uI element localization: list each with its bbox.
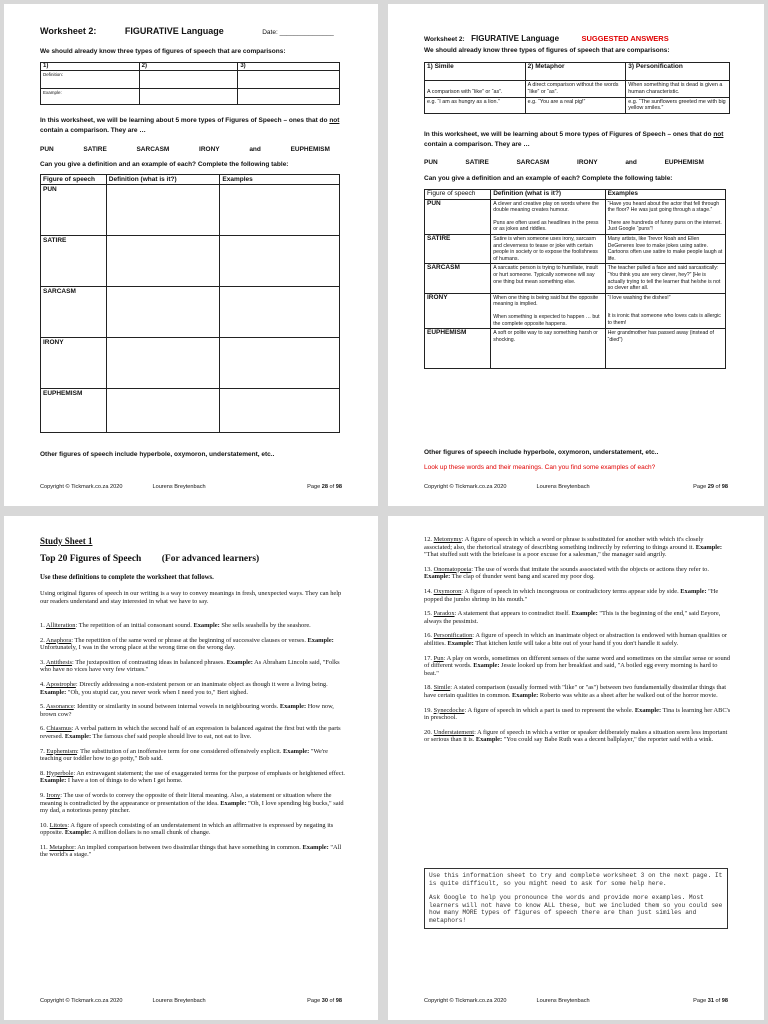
example-label: Example:	[475, 736, 503, 744]
col-header-examples: Examples	[220, 175, 340, 185]
worksheet-header	[424, 28, 744, 46]
item-term: Metaphor	[49, 843, 75, 851]
example-cell	[139, 89, 238, 105]
col-header-definition: Definition (what is it?)	[491, 190, 605, 200]
footer-copyright: Copyright © Tickmark.co.za 2020	[40, 998, 123, 1004]
list-item	[40, 844, 346, 859]
item-definition: : A figure of speech in which a part is used to represent the whole.	[464, 706, 635, 714]
other-figures-note: Other figures of speech include hyperbole, oxymoron, understatement, etc..	[424, 449, 659, 456]
item-number: 19.	[424, 706, 434, 714]
item-term: Paradox	[433, 610, 455, 618]
example-label: Example:	[634, 706, 662, 714]
item-example: I have a ton of things to do when I get home.	[66, 777, 183, 785]
figure-pun: PUN	[40, 146, 54, 153]
footer-page	[307, 998, 342, 1004]
example-label: Example:	[424, 573, 451, 581]
row-label-pun: PUN	[425, 199, 491, 234]
figure-euphemism: EUPHEMISM	[290, 146, 330, 153]
page-number: 30	[321, 998, 328, 1004]
list-item	[424, 707, 732, 722]
footer-author: Lourens Breytenbach	[536, 484, 590, 490]
figures-list	[40, 622, 346, 866]
simile-example: e.g. “I am as hungry as a lion.”	[425, 97, 526, 114]
paragraph-emphasis: not	[329, 117, 340, 124]
item-number: 11.	[40, 843, 50, 851]
example-label: Example:	[473, 662, 500, 670]
page-total: 98	[721, 484, 728, 490]
item-term: Litotes	[49, 821, 68, 829]
example-text: There are hundreds of funny puns on the internet. Just Google “puns”!	[607, 219, 722, 233]
example-text: “I love washing the dishes!”	[607, 294, 671, 301]
footer-author: Lourens Breytenbach	[152, 998, 206, 1004]
item-definition: : A statement that appears to contradict itself.	[454, 610, 572, 618]
answer-row-sarcasm	[425, 264, 726, 293]
item-term: Alliteration	[46, 622, 76, 629]
item-number: 3.	[40, 658, 47, 666]
figure-sarcasm: SARCASM	[136, 146, 170, 153]
row-label-euphemism: EUPHEMISM	[425, 329, 491, 369]
simile-definition: A comparison with “like” or “as”.	[425, 81, 526, 98]
item-number: 8.	[40, 769, 47, 777]
date-field: Date: _______________	[262, 29, 334, 36]
item-definition: : A figure of speech in which incongruous or contradictory terms appear side by side.	[461, 587, 681, 595]
example-label: Example:	[220, 799, 247, 807]
figures-list	[424, 536, 732, 751]
item-definition: : An extravagant statement; the use of exaggerated terms for the purpose of emphasis or heightened effect.	[73, 769, 345, 777]
figure-irony: IRONY	[199, 146, 220, 153]
page-footer	[424, 484, 728, 490]
comparison-header-personification: 3) Personification	[626, 63, 730, 81]
item-example: Tina is learning her ABC's in preschool.	[424, 706, 731, 722]
definition-cell	[238, 71, 340, 89]
figure-and: and	[249, 146, 261, 153]
list-item	[424, 684, 732, 699]
page-30	[4, 516, 378, 1020]
info-box-paragraph: Ask Google to help you pronounce the words and provide more examples. Most learners will not have to know ALL these, but we included them so you could see how many MORE types of figures of speech there are than just similes and metaphors!	[429, 894, 723, 924]
item-term: Apostrophe	[46, 680, 76, 688]
example-label: Example:	[64, 732, 92, 740]
intro-text: We should already know three types of figures of speech that are comparisons:	[40, 48, 286, 55]
item-term: Irony	[46, 791, 61, 799]
irony-definition	[491, 293, 605, 328]
satire-examples: Many artists, like Trevor Noah and Ellen DeGeneres love to make jokes using satire. Cartoons often use satire to make people laugh at life.	[605, 234, 725, 263]
row-label-satire: SATIRE	[41, 236, 107, 287]
satire-definition: Satire is when someone uses irony, sarcasm and cleverness to tease or joke with certain people in society or to expose the foolishness of humans.	[491, 234, 605, 263]
page-of: of	[327, 998, 336, 1004]
example-label: Example:	[302, 843, 329, 851]
item-term: Hyperbole	[46, 769, 74, 777]
footer-page	[307, 484, 342, 490]
info-box-paragraph: Use this information sheet to try and complete worksheet 3 on the next page. It is quite difficult, so you might need to ask for some help here.	[429, 872, 723, 887]
item-example: "All the world's a stage."	[40, 843, 342, 859]
item-definition: : The use of words that imitate the sounds associated with the objects or actions they refer to.	[471, 565, 709, 573]
irony-examples	[605, 293, 725, 328]
item-number: 12.	[424, 536, 434, 543]
worksheet-title: FIGURATIVE Language	[124, 26, 224, 36]
paragraph-emphasis: not	[713, 131, 724, 138]
item-example: "Oh, I love spending big bucks," said my dad, a notorious penny pincher.	[40, 799, 344, 815]
paragraph-text: In this worksheet, we will be learning about 5 more types of Figures of Speech – ones that do	[40, 117, 330, 124]
definition-text: When something is expected to happen … but the complete opposite happens.	[493, 313, 600, 327]
answer-cell	[106, 287, 220, 338]
footer-copyright: Copyright © Tickmark.co.za 2020	[424, 998, 507, 1004]
page-number: 29	[707, 484, 714, 490]
example-label: Example:	[193, 622, 220, 629]
table-question: Can you give a definition and an example of each? Complete the following table:	[40, 161, 289, 168]
item-term: Oxymoron	[433, 587, 462, 595]
suggested-answers-label: SUGGESTED ANSWERS	[581, 34, 669, 43]
page-28	[4, 4, 378, 506]
info-box	[424, 868, 728, 929]
item-number: 20.	[424, 728, 434, 736]
page-footer	[40, 484, 342, 490]
item-example: A million dollars is no small chunk of change.	[91, 829, 211, 837]
list-item	[40, 622, 346, 630]
intro-paragraph: Using original figures of speech in our writing is a way to convey meanings in fresh, unexpected ways. They can help our readers understand and stay interested in what we have to say.	[40, 590, 342, 605]
figure-sarcasm: SARCASM	[516, 159, 550, 166]
item-definition: : A play on words, sometimes on different senses of the same word and sometimes on the similar sense or sound of different words.	[424, 654, 731, 670]
item-example: "That stuffed suit with the briefcase is a poor excuse for a salesman," the manager said angrily.	[424, 551, 667, 559]
list-item	[424, 655, 732, 678]
item-example: "This is the beginning of the end," said Eeyore, always the pessimist.	[424, 610, 721, 625]
item-term: Metonymy	[433, 536, 462, 543]
item-example: Roberto was white as a sheet after he walked out of the horror movie.	[538, 691, 718, 699]
worksheet-number: Worksheet 2:	[424, 36, 465, 43]
row-label-irony: IRONY	[41, 338, 107, 389]
item-example: The clap of thunder went bang and scared my poor dog.	[450, 573, 595, 581]
row-label-sarcasm: SARCASM	[41, 287, 107, 338]
item-definition: : The use of words to convey the opposite of their literal meaning. Also, a statement or situation where the meaning is contradicted by the appearance or presentation of the idea.	[40, 791, 332, 807]
worksheet-paragraph	[40, 116, 340, 135]
answer-cell	[220, 338, 340, 389]
item-example: "We're teaching our toddler how to go potty," Bob said.	[40, 747, 328, 763]
figure-list	[424, 159, 704, 166]
study-sheet-heading: Study Sheet 1	[40, 536, 93, 546]
item-example: Jessie looked up from her breakfast and said, "A boiled egg every morning is hard to beat."	[424, 662, 718, 677]
worksheet-number: Worksheet 2:	[40, 26, 97, 36]
row-label-irony: IRONY	[425, 293, 491, 328]
pun-definition	[491, 199, 605, 234]
worksheet-paragraph	[424, 130, 730, 149]
list-item	[40, 659, 346, 674]
comparison-header-simile: 1) Simile	[425, 63, 526, 81]
item-definition: : A figure of speech in which an inanimate object or abstraction is endowed with human qualities or abilities.	[424, 632, 727, 647]
page-number: 28	[321, 484, 328, 490]
page-31	[388, 516, 764, 1020]
answer-cell	[220, 185, 340, 236]
item-number: 2.	[40, 636, 47, 644]
worksheet-title: FIGURATIVE Language	[471, 34, 560, 43]
item-example: "You could say Babe Ruth was a decent ballplayer," the reporter said with a wink.	[502, 736, 714, 744]
list-item	[424, 610, 732, 625]
sarcasm-examples: The teacher pulled a face and said sarcastically: “You think you are very clever, hey?” [He is actually trying to tell the learner that he/she is not so clever after all.	[605, 264, 725, 293]
euphemism-definition: A soft or polite way to say something harsh or shocking.	[491, 329, 605, 369]
page-number: 31	[707, 998, 714, 1004]
row-label-pun: PUN	[41, 185, 107, 236]
comparison-header-2: 2)	[139, 63, 238, 71]
answers-table	[424, 189, 726, 369]
item-number: 10.	[40, 821, 50, 829]
col-header-examples: Examples	[605, 190, 725, 200]
example-label: Example:	[307, 636, 334, 644]
item-number: 6.	[40, 725, 47, 733]
definition-label: Definition:	[41, 71, 140, 89]
footer-copyright: Copyright © Tickmark.co.za 2020	[40, 484, 123, 490]
definition-text: Puns are often used as headlines in the press or as jokes and riddles.	[493, 219, 599, 233]
footer-author: Lourens Breytenbach	[536, 998, 590, 1004]
comparison-header-1: 1)	[41, 63, 140, 71]
page-label: Page	[307, 484, 322, 490]
item-number: 7.	[40, 747, 47, 755]
item-number: 1.	[40, 622, 47, 629]
other-figures-note: Other figures of speech include hyperbole, oxymoron, understatement, etc..	[40, 451, 275, 458]
item-number: 13.	[424, 565, 434, 573]
item-term: Assonance	[46, 703, 74, 711]
list-item	[40, 770, 346, 785]
answer-cell	[220, 236, 340, 287]
item-term: Understatement	[433, 728, 475, 736]
page-label: Page	[693, 998, 708, 1004]
example-label: Example:	[40, 777, 67, 785]
study-sheet-title	[40, 554, 259, 564]
answer-row-pun	[425, 199, 726, 234]
item-term: Anaphora	[46, 636, 72, 644]
item-number: 17.	[424, 654, 434, 662]
list-item	[40, 725, 346, 740]
comparison-header-3: 3)	[238, 63, 340, 71]
example-label: Example:	[571, 610, 598, 618]
answer-cell	[220, 389, 340, 433]
metaphor-definition: A direct comparison without the words “like” or “as”.	[525, 81, 626, 98]
item-definition: : Identity or similarity in sound between internal vowels in neighbouring words.	[73, 703, 280, 711]
item-number: 9.	[40, 791, 47, 799]
item-number: 4.	[40, 680, 47, 688]
page-footer	[424, 998, 728, 1004]
pun-examples	[605, 199, 725, 234]
example-label: Example:	[695, 543, 722, 551]
item-definition: : A figure of speech in which a word or phrase is substituted for another with which it's closely associated; also, the rhetorical strategy of describing something indirectly by referring to things around it.	[424, 536, 704, 551]
item-term: Personification	[433, 632, 473, 640]
item-definition: : Directly addressing a non-existent person or an inanimate object as though it were a living being.	[75, 680, 328, 688]
answer-row-satire	[425, 234, 726, 263]
page-total: 98	[721, 998, 728, 1004]
page-total: 98	[335, 998, 342, 1004]
list-item	[40, 637, 346, 652]
item-term: Synecdoche	[433, 706, 465, 714]
list-item	[424, 729, 732, 744]
item-example: "He popped the jumbo shrimp in his mouth."	[424, 587, 719, 603]
item-number: 5.	[40, 703, 47, 711]
item-term: Chiasmus	[46, 725, 72, 733]
page-29	[388, 4, 764, 506]
euphemism-examples: Her grandmother has passed away (instead of “died”)	[605, 329, 725, 369]
answer-cell	[106, 236, 220, 287]
item-term: Antithesis	[46, 658, 72, 666]
page-footer	[40, 998, 342, 1004]
definition-cell	[139, 71, 238, 89]
item-example: Unfortunately, I was in the wrong place at the wrong time on the wrong day.	[40, 644, 236, 652]
col-header-figure: Figure of speech	[41, 175, 107, 185]
example-label: Example:	[41, 89, 140, 105]
figure-satire: SATIRE	[83, 146, 107, 153]
answer-cell	[106, 338, 220, 389]
intro-text: We should already know three types of figures of speech that are comparisons:	[424, 47, 670, 54]
example-label: Example:	[680, 587, 707, 595]
example-label: Example:	[226, 658, 253, 666]
example-cell	[238, 89, 340, 105]
figure-pun: PUN	[424, 159, 438, 166]
item-definition: : The substitution of an inoffensive term for one considered offensively explicit.	[76, 747, 283, 755]
page-of: of	[713, 998, 722, 1004]
answer-cell	[106, 185, 220, 236]
list-item	[424, 566, 732, 581]
item-definition: : A verbal pattern in which the second half of an expression is balanced against the first but with the parts reversed.	[40, 725, 341, 740]
sarcasm-definition: A sarcastic person is trying to humiliate, insult or hurt someone. Typically someone will say one thing but mean something else.	[491, 264, 605, 293]
item-example: How now, brown cow?	[40, 703, 334, 718]
lookup-instruction: Look up these words and their meanings. Can you find some examples of each?	[424, 464, 656, 471]
paragraph-text: contain a comparison. They are …	[424, 140, 530, 148]
item-definition: : A stated comparison (usually formed with "like" or "as") between two fundamentally dissimilar things that have certain qualities in common.	[424, 684, 727, 699]
page-of: of	[327, 484, 336, 490]
page-label: Page	[307, 998, 322, 1004]
instruction-text: Use these definitions to complete the worksheet that follows.	[40, 574, 214, 581]
example-text: “Have you heard about the actor that fell through the floor? He was just going through a stage.”	[607, 200, 720, 214]
list-item	[40, 681, 346, 696]
answer-cell	[106, 389, 220, 433]
personification-example: e.g. “The sunflowers greeted me with big yellow smiles.”	[626, 97, 730, 114]
item-definition: : An implied comparison between two dissimilar things that have something in common.	[74, 843, 303, 851]
footer-author: Lourens Breytenbach	[152, 484, 206, 490]
item-example: She sells seashells by the seashore.	[219, 622, 311, 629]
footer-page	[693, 998, 728, 1004]
item-example: "Oh, you stupid car, you never work when I need you to," Bert sighed.	[66, 688, 249, 696]
definition-text: When one thing is being said but the opposite meaning is implied.	[493, 294, 599, 308]
paragraph-text: contain a comparison. They are …	[40, 126, 146, 134]
personification-definition: When something that is dead is given a human characteristic.	[626, 81, 730, 98]
row-label-sarcasm: SARCASM	[425, 264, 491, 293]
col-header-figure: Figure of speech	[425, 190, 491, 200]
list-item	[424, 588, 732, 603]
example-label: Example:	[64, 829, 92, 837]
list-item	[40, 792, 346, 815]
figure-irony: IRONY	[577, 159, 598, 166]
item-definition: : The juxtaposition of contrasting ideas in balanced phrases.	[71, 658, 227, 666]
item-term: Simile	[433, 684, 451, 692]
list-item	[424, 536, 732, 559]
comparison-header-metaphor: 2) Metaphor	[525, 63, 626, 81]
example-text: It is ironic that someone who loves cats is allergic to them!	[607, 313, 721, 326]
list-item	[40, 703, 346, 718]
worksheet-header	[40, 26, 348, 36]
example-label: Example:	[447, 639, 474, 647]
definition-text: A clever and creative play on words where the double meaning creates humour.	[493, 200, 600, 214]
item-definition: : The repetition of the same word or phrase at the beginning of successive clauses or verses.	[71, 636, 308, 644]
col-header-definition: Definition (what is it?)	[106, 175, 220, 185]
example-label: Example:	[40, 688, 67, 696]
footer-copyright: Copyright © Tickmark.co.za 2020	[424, 484, 507, 490]
figure-satire: SATIRE	[465, 159, 489, 166]
footer-page	[693, 484, 728, 490]
comparison-table	[40, 62, 340, 105]
example-label: Example:	[512, 691, 539, 699]
item-number: 15.	[424, 610, 434, 618]
title-text: Top 20 Figures of Speech	[40, 554, 142, 564]
item-definition: : The repetition of an initial consonant sound.	[75, 622, 194, 629]
row-label-satire: SATIRE	[425, 234, 491, 263]
figure-and: and	[625, 159, 637, 166]
item-term: Euphemism	[46, 747, 77, 755]
item-number: 14.	[424, 587, 434, 595]
page-label: Page	[693, 484, 708, 490]
answer-row-euphemism	[425, 329, 726, 369]
item-term: Onomatopoeia	[433, 565, 472, 573]
table-question: Can you give a definition and an example of each? Complete the following table:	[424, 175, 673, 182]
item-example: As Abraham Lincoln said, "Folks who have no vices have very few virtues."	[40, 658, 340, 674]
answer-cell	[220, 287, 340, 338]
answer-row-irony	[425, 293, 726, 328]
example-label: Example:	[279, 703, 307, 711]
item-definition: : A figure of speech consisting of an understatement in which an affirmative is expressed by negating its opposite.	[40, 821, 334, 837]
item-definition: : A figure of speech in which a writer or speaker deliberately makes a situation seem less important or serious than it is.	[424, 728, 728, 744]
page-total: 98	[335, 484, 342, 490]
list-item	[40, 822, 346, 837]
example-label: Example:	[282, 747, 310, 755]
metaphor-example: e.g. “You are a real pig!”	[525, 97, 626, 114]
comparison-table	[424, 62, 730, 114]
page-of: of	[713, 484, 722, 490]
item-term: Pun	[433, 654, 444, 662]
list-item	[40, 748, 346, 763]
figure-euphemism: EUPHEMISM	[664, 159, 704, 166]
title-subtitle: (For advanced learners)	[161, 554, 260, 564]
item-number: 18.	[424, 684, 434, 692]
item-example: The famous chef said people should live to eat, not eat to live.	[91, 732, 252, 740]
item-number: 16.	[424, 632, 434, 640]
list-item	[424, 632, 732, 647]
figure-list	[40, 146, 330, 153]
row-label-euphemism: EUPHEMISM	[41, 389, 107, 433]
item-example: That kitchen knife will take a bite out of your hand if you don't handle it safely.	[473, 639, 679, 647]
figures-table	[40, 174, 340, 433]
paragraph-text: In this worksheet, we will be learning about 5 more types of Figures of Speech – ones that do	[424, 131, 714, 138]
